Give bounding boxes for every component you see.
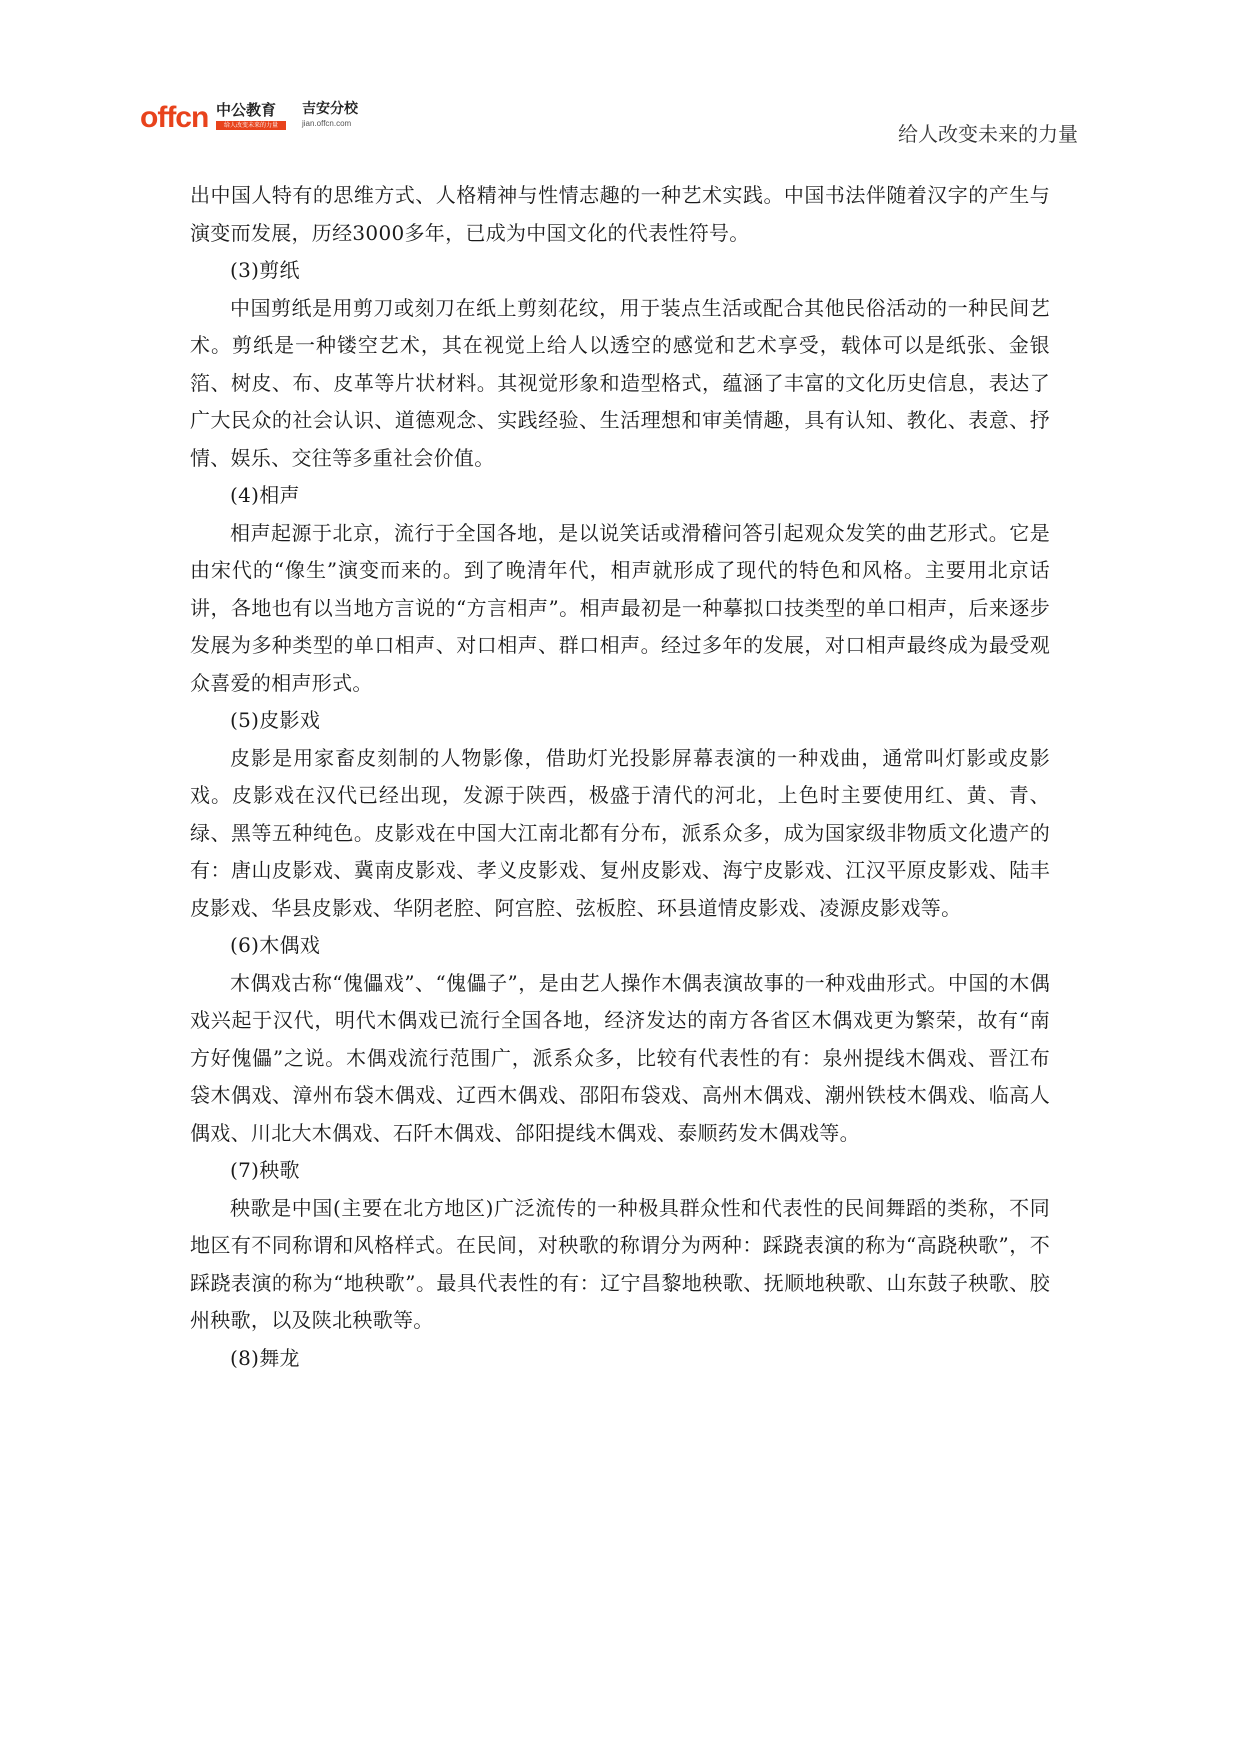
logo-tagline: 给人改变未来的力量 [216,121,286,130]
branch-url: jian.offcn.com [302,119,352,128]
page-header [0,0,1241,150]
logo-name: 中公教育 [216,101,277,119]
paragraph-yangge: 秧歌是中国(主要在北方地区)广泛流传的一种极具群众性和代表性的民间舞蹈的类称，不同地区有不同称谓和风格样式。在民间，对秧歌的称谓分为两种：踩跷表演的称为“高跷秧歌”，不踩跷表演的称为“地秧歌”。最具代表性的有：辽宁昌黎地秧歌、抚顺地秧歌、山东鼓子秧歌、胶州秧歌，以及陕北秧歌等。 [190,1195,1050,1332]
paragraph-calligraphy-continued: 出中国人特有的思维方式、人格精神与性情志趣的一种艺术实践。中国书法伴随着汉字的产生与演变而发展，历经3000多年，已成为中国文化的代表性符号。 [190,183,1050,245]
section-heading-shadow-play: (5)皮影戏 [230,708,321,732]
header-slogan: 给人改变未来的力量 [898,122,1078,146]
section-heading-puppetry: (6)木偶戏 [230,933,321,957]
section-heading-crosstalk: (4)相声 [230,483,300,507]
branch-block [302,100,358,130]
document-body [190,177,1050,1377]
section-heading-papercut: (3)剪纸 [230,258,300,282]
paragraph-shadow-play: 皮影是用家畜皮刻制的人物影像，借助灯光投影屏幕表演的一种戏曲，通常叫灯影或皮影戏。皮影戏在汉代已经出现，发源于陕西，极盛于清代的河北，上色时主要使用红、黄、青、绿、黑等五种纯色。皮影戏在中国大江南北都有分布，派系众多，成为国家级非物质文化遗产的有：唐山皮影戏、冀南皮影戏、孝义皮影戏、复州皮影戏、海宁皮影戏、江汉平原皮影戏、陆丰皮影戏、华县皮影戏、华阴老腔、阿宫腔、弦板腔、环县道情皮影戏、凌源皮影戏等。 [190,745,1050,920]
paragraph-papercut: 中国剪纸是用剪刀或刻刀在纸上剪刻花纹，用于装点生活或配合其他民俗活动的一种民间艺术。剪纸是一种镂空艺术，其在视觉上给人以透空的感觉和艺术享受，载体可以是纸张、金银箔、树皮、布、皮革等片状材料。其视觉形象和造型格式，蕴涵了丰富的文化历史信息，表达了广大民众的社会认识、道德观念、实践经验、生活理想和审美情趣，具有认知、教化、表意、抒情、娱乐、交往等多重社会价值。 [190,295,1050,470]
paragraph-puppetry: 木偶戏古称“傀儡戏”、“傀儡子”，是由艺人操作木偶表演故事的一种戏曲形式。中国的木偶戏兴起于汉代，明代木偶戏已流行全国各地，经济发达的南方各省区木偶戏更为繁荣，故有“南方好傀儡”之说。木偶戏流行范围广，派系众多，比较有代表性的有：泉州提线木偶戏、晋江布袋木偶戏、漳州布袋木偶戏、辽西木偶戏、邵阳布袋戏、高州木偶戏、潮州铁枝木偶戏、临高人偶戏、川北大木偶戏、石阡木偶戏、郃阳提线木偶戏、泰顺药发木偶戏等。 [190,970,1050,1145]
section-heading-yangge: (7)秧歌 [230,1158,300,1182]
logo-mark: offcn [140,101,209,134]
branch-name: 吉安分校 [302,101,358,117]
paragraph-crosstalk: 相声起源于北京，流行于全国各地，是以说笑话或滑稽问答引起观众发笑的曲艺形式。它是由宋代的“像生”演变而来的。到了晚清年代，相声就形成了现代的特色和风格。主要用北京话讲，各地也有以当地方言说的“方言相声”。相声最初是一种摹拟口技类型的单口相声，后来逐步发展为多种类型的单口相声、对口相声、群口相声。经过多年的发展，对口相声最终成为最受观众喜爱的相声形式。 [190,520,1050,695]
section-heading-dragon-dance: (8)舞龙 [230,1345,300,1370]
